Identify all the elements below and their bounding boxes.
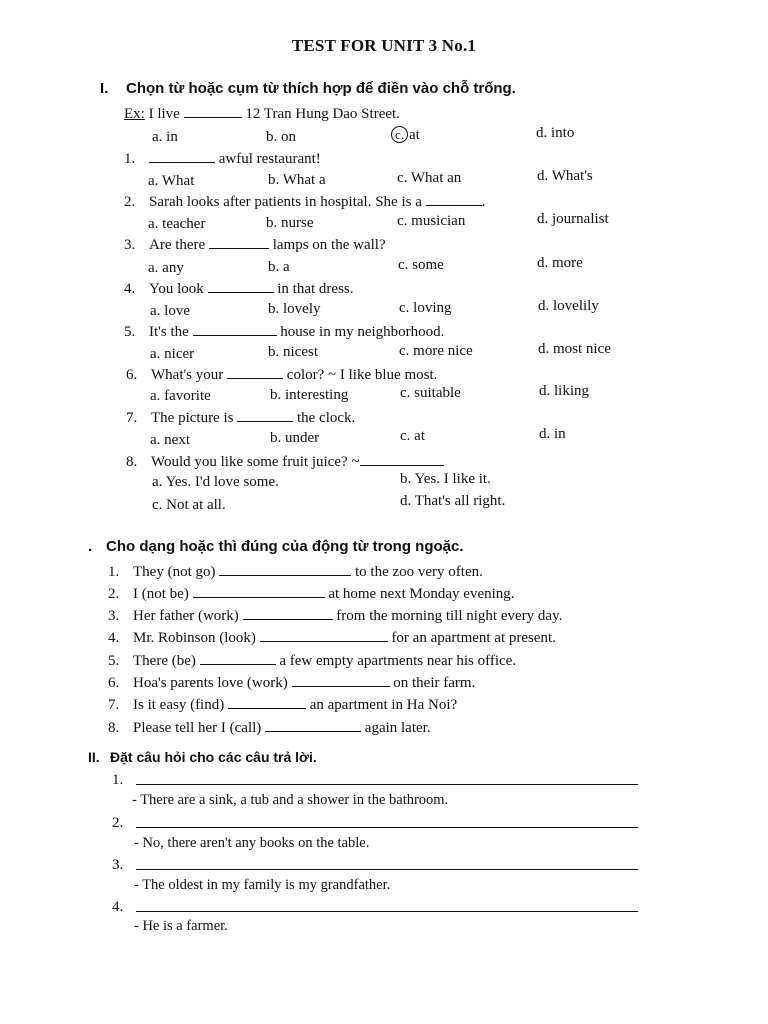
section1-heading-text: Chọn từ hoặc cụm từ thích hợp để điền vào chỗ trống. (126, 80, 516, 97)
answer-text: - He is a farmer. (134, 918, 228, 934)
example-circled-answer: c. (391, 126, 408, 143)
item-after: again later. (364, 720, 431, 736)
item-blank (243, 606, 333, 620)
question-2 (124, 192, 485, 211)
q6-option-b: b. interesting (270, 387, 349, 403)
q7-option-d: d. in (539, 426, 566, 442)
answer-item-number: 2. (112, 815, 124, 831)
q2-option-a: a. teacher (148, 216, 206, 232)
answer-item-number: 3. (112, 857, 124, 873)
item-blank (193, 584, 325, 598)
q2-option-b: b. nurse (266, 215, 314, 231)
q6-option-a: a. favorite (150, 388, 211, 404)
q3-option-b: b. a (268, 259, 290, 275)
question-before: The picture is (151, 410, 234, 426)
q7-option-b: b. under (270, 430, 320, 446)
section3-heading-text: Đặt câu hỏi cho các câu trả lời. (110, 749, 317, 765)
item-before: There (be) (133, 653, 196, 669)
question-after: the clock. (296, 410, 356, 426)
section2-heading (88, 538, 464, 555)
question-after: in that dress. (277, 281, 354, 297)
question-before: Are there (149, 237, 206, 253)
item-before: Hoa's parents love (work) (133, 675, 288, 691)
question-before: It's the (149, 324, 189, 340)
verb-item-5 (108, 651, 516, 670)
question-number: 3. (124, 237, 136, 253)
question-blank (193, 322, 277, 336)
question-after: lamps on the wall? (272, 237, 386, 253)
section1-heading (100, 80, 516, 97)
example-option-c-text: at (409, 127, 420, 143)
q8-option-d: d. That's all right. (400, 493, 506, 509)
q1-option-c: c. What an (397, 170, 462, 186)
question-number: 4. (124, 281, 136, 297)
verb-item-1 (108, 562, 483, 581)
question-number: 6. (126, 367, 138, 383)
question-after: awful restaurant! (218, 151, 321, 167)
item-after: from the morning till night every day. (336, 608, 563, 624)
item-after: on their farm. (393, 675, 476, 691)
question-4 (124, 279, 354, 298)
item-blank (265, 718, 361, 732)
verb-item-2 (108, 584, 515, 603)
item-number: 5. (108, 653, 120, 669)
item-blank (219, 562, 351, 576)
question-blank (149, 149, 215, 163)
item-before: Mr. Robinson (look) (133, 630, 256, 646)
answer-item-number: 4. (112, 899, 124, 915)
question-8 (126, 452, 444, 471)
q4-option-d: d. lovelily (538, 298, 599, 314)
example-option-c (391, 126, 420, 144)
item-number: 4. (108, 630, 120, 646)
example-before: I live (148, 106, 180, 122)
item-blank (200, 651, 276, 665)
question-after: house in my neighborhood. (280, 324, 445, 340)
answer-line (136, 827, 638, 828)
q5-option-a: a. nicer (150, 346, 195, 362)
q5-option-d: d. most nice (538, 341, 611, 357)
item-number: 6. (108, 675, 120, 691)
q2-option-d: d. journalist (537, 211, 609, 227)
answer-item-number: 1. (112, 772, 124, 788)
question-3 (124, 235, 386, 254)
answer-line (136, 869, 638, 870)
answer-line (136, 784, 638, 785)
verb-item-4 (108, 628, 556, 647)
question-1 (124, 149, 321, 168)
question-blank (208, 279, 274, 293)
question-6 (126, 365, 437, 384)
item-before: Her father (work) (133, 608, 239, 624)
example-after: 12 Tran Hung Dao Street. (245, 106, 400, 122)
item-number: 3. (108, 608, 120, 624)
q3-option-d: d. more (537, 255, 583, 271)
example-blank (184, 104, 242, 118)
question-number: 5. (124, 324, 136, 340)
question-blank (360, 452, 444, 466)
q7-option-a: a. next (150, 432, 190, 448)
q1-option-d: d. What's (537, 168, 593, 184)
answer-line (136, 911, 638, 912)
question-5 (124, 322, 444, 341)
item-after: a few empty apartments near his office. (279, 653, 517, 669)
item-before: Is it easy (find) (133, 697, 225, 713)
q8-option-b: b. Yes. I like it. (400, 471, 491, 487)
item-blank (228, 695, 306, 709)
question-blank (227, 365, 283, 379)
item-number: 8. (108, 720, 120, 736)
section2-number: . (88, 538, 93, 555)
q2-option-c: c. musician (397, 213, 466, 229)
item-number: 2. (108, 586, 120, 602)
q1-option-a: a. What (148, 173, 195, 189)
q1-option-b: b. What a (268, 172, 326, 188)
verb-item-7 (108, 695, 457, 714)
item-after: for an apartment at present. (391, 630, 556, 646)
section2-heading-text: Cho dạng hoặc thì đúng của động từ trong ngoặc. (106, 538, 464, 555)
question-blank (237, 408, 293, 422)
section3-heading (88, 749, 317, 765)
verb-item-3 (108, 606, 562, 625)
example-option-b: b. on (266, 129, 296, 145)
example-option-d: d. into (536, 125, 575, 141)
item-blank (260, 628, 388, 642)
question-number: 1. (124, 151, 136, 167)
example-option-a: a. in (152, 129, 178, 145)
question-7 (126, 408, 355, 427)
question-before: What's your (151, 367, 224, 383)
item-before: Please tell her I (call) (133, 720, 262, 736)
question-number: 7. (126, 410, 138, 426)
q4-option-b: b. lovely (268, 301, 321, 317)
verb-item-8 (108, 718, 431, 737)
question-blank (426, 192, 482, 206)
question-blank (209, 235, 269, 249)
answer-text: - There are a sink, a tub and a shower in the bathroom. (132, 792, 449, 808)
answer-text: - No, there aren't any books on the table. (134, 835, 370, 851)
q8-option-c: c. Not at all. (152, 497, 226, 513)
q6-option-c: c. suitable (400, 385, 461, 401)
answer-text: - The oldest in my family is my grandfather. (134, 877, 391, 893)
item-after: an apartment in Ha Noi? (309, 697, 458, 713)
q7-option-c: c. at (400, 428, 425, 444)
example-label: Ex: (124, 106, 145, 122)
q5-option-b: b. nicest (268, 344, 318, 360)
q3-option-c: c. some (398, 257, 444, 273)
item-number: 7. (108, 697, 120, 713)
item-after: at home next Monday evening. (328, 586, 515, 602)
question-before: Sarah looks after patients in hospital. She is a (149, 194, 422, 210)
question-number: 8. (126, 454, 138, 470)
q3-option-a: a. any (148, 260, 184, 276)
q6-option-d: d. liking (539, 383, 590, 399)
item-after: to the zoo very often. (354, 564, 483, 580)
item-blank (292, 673, 390, 687)
q4-option-c: c. loving (399, 300, 452, 316)
question-number: 2. (124, 194, 136, 210)
q4-option-a: a. love (150, 303, 190, 319)
example-line (124, 104, 400, 123)
section1-number: I. (100, 80, 109, 97)
question-before: Would you like some fruit juice? ~ (151, 454, 360, 470)
q8-option-a: a. Yes. I'd love some. (152, 474, 279, 490)
item-before: I (not be) (133, 586, 189, 602)
question-after: color? ~ I like blue most. (286, 367, 438, 383)
section3-number: II. (88, 749, 100, 765)
verb-item-6 (108, 673, 475, 692)
page-title: TEST FOR UNIT 3 No.1 (291, 36, 477, 55)
item-before: They (not go) (133, 564, 216, 580)
question-before: You look (149, 281, 204, 297)
item-number: 1. (108, 564, 120, 580)
q5-option-c: c. more nice (399, 343, 473, 359)
question-after: . (481, 194, 486, 210)
